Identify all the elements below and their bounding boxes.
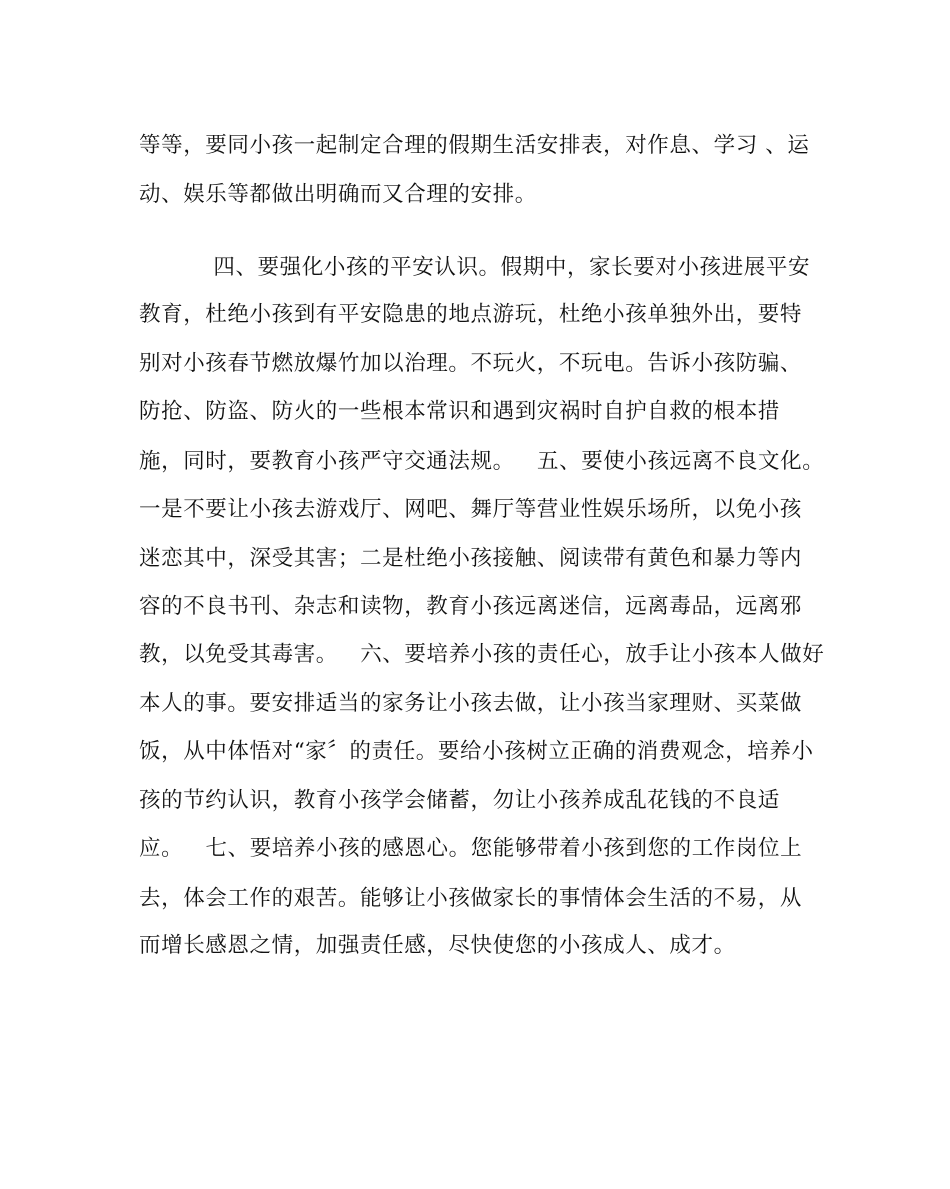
text-line-6: 防抢、防盗、防火的一些根本常识和遇到灾祸时自护自救的根本措	[139, 399, 780, 424]
text-line-14: 孩的节约认识，教育小孩学会储蓄，勿让小孩养成乱花钱的不良适	[139, 788, 780, 813]
text-line-8: 一是不要让小孩去游戏厅、网吧、舞厅等营业性娱乐场所，以免小孩	[139, 497, 803, 522]
text-line-11: 教，以免受其毒害。 六、要培养小孩的责任心，放手让小孩本人做好	[139, 642, 825, 667]
text-line-13: 饭，从中体悟对“家〞的责任。要给小孩树立正确的消费观念，培养小	[139, 739, 814, 764]
text-line-2: 动、娱乐等都做出明确而又合理的安排。	[139, 182, 537, 207]
text-line-3: 四、要强化小孩的平安认识。假期中，家长要对小孩进展平安	[139, 255, 811, 280]
text-line-10: 容的不良书刊、杂志和读物，教育小孩远离迷信，远离毒品，远离邪	[139, 594, 803, 619]
text-line-12: 本人的事。要安排适当的家务让小孩去做，让小孩当家理财、买菜做	[139, 691, 803, 716]
text-line-17: 而增长感恩之情，加强责任感，尽快使您的小孩成人、成才。	[139, 933, 736, 958]
text-line-15: 应。 七、要培养小孩的感恩心。您能够带着小孩到您的工作岗位上	[139, 836, 803, 861]
text-line-5: 别对小孩春节燃放爆竹加以治理。不玩火，不玩电。告诉小孩防骗、	[139, 351, 803, 376]
text-line-16: 去，体会工作的艰苦。能够让小孩做家长的事情体会生活的不易，从	[139, 886, 803, 911]
text-line-1: 等等，要同小孩一起制定合理的假期生活安排表，对作息、学习 、运	[139, 133, 810, 158]
text-line-7: 施，同时，要教育小孩严守交通法规。 五、要使小孩远离不良文化。	[139, 449, 825, 474]
text-line-4: 教育，杜绝小孩到有平安隐患的地点游玩，杜绝小孩单独外出，要特	[139, 302, 803, 327]
text-line-9: 迷恋其中，深受其害；二是杜绝小孩接触、阅读带有黄色和暴力等内	[139, 546, 803, 571]
